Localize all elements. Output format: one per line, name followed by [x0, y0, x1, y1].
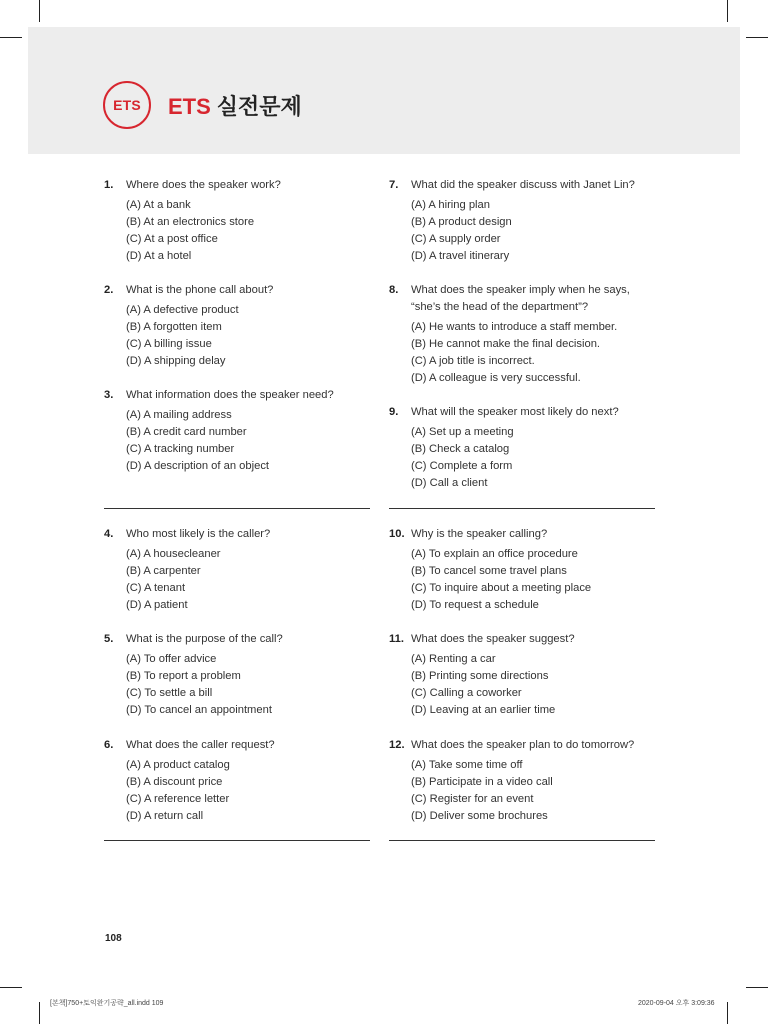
question-number: 11. [389, 633, 404, 645]
section-divider [104, 840, 370, 841]
print-slug-left: [본책]750+토익완기공략_all.indd 109 [50, 1000, 164, 1007]
crop-mark [746, 37, 768, 38]
option-a: (A) A mailing address [126, 409, 232, 421]
question-3 [104, 387, 334, 475]
question-text: Where does the speaker work? [126, 179, 281, 191]
option-b: (B) A forgotten item [126, 321, 222, 333]
option-c: (C) To inquire about a meeting place [411, 582, 592, 594]
question-number: 10. [389, 528, 405, 540]
option-d: (D) Deliver some brochures [411, 810, 548, 822]
crop-mark [39, 1002, 40, 1024]
option-b: (B) Check a catalog [411, 443, 510, 455]
option-a: (A) At a bank [126, 199, 191, 211]
title-brand: ETS [168, 94, 211, 119]
option-c: (C) Calling a coworker [411, 687, 522, 699]
question-1 [104, 177, 281, 265]
option-b: (B) Participate in a video call [411, 776, 553, 788]
option-c: (C) At a post office [126, 233, 218, 245]
logo-text: ETS [113, 97, 141, 113]
option-a: (A) A defective product [126, 304, 239, 316]
question-number: 9. [389, 406, 399, 418]
question-6 [104, 737, 275, 825]
question-number: 12. [389, 739, 405, 751]
option-d: (D) At a hotel [126, 250, 192, 262]
option-c: (C) A billing issue [126, 338, 212, 350]
question-text: What does the speaker suggest? [411, 633, 575, 645]
option-a: (A) Renting a car [411, 653, 496, 665]
option-d: (D) A patient [126, 599, 188, 611]
option-c: (C) Register for an event [411, 793, 534, 805]
question-8 [389, 282, 630, 387]
option-d: (D) Leaving at an earlier time [411, 704, 556, 716]
crop-mark [39, 0, 40, 22]
option-b: (B) A carpenter [126, 565, 201, 577]
question-text: Why is the speaker calling? [411, 528, 548, 540]
question-10 [389, 526, 592, 614]
question-9 [389, 404, 619, 492]
option-a: (A) He wants to introduce a staff member. [411, 321, 618, 333]
option-d: (D) A travel itinerary [411, 250, 510, 262]
question-text: Who most likely is the caller? [126, 528, 271, 540]
option-b: (B) A credit card number [126, 426, 247, 438]
question-text: What does the speaker plan to do tomorrow? [411, 739, 635, 751]
question-text: What is the purpose of the call? [126, 633, 283, 645]
crop-mark [727, 1002, 728, 1024]
option-a: (A) A product catalog [126, 759, 230, 771]
question-text: What does the speaker imply when he says, [411, 284, 630, 296]
print-slug-right: 2020-09-04 오후 3:09:36 [638, 1000, 715, 1007]
option-a: (A) Set up a meeting [411, 426, 514, 438]
option-b: (B) A discount price [126, 776, 223, 788]
question-5 [104, 631, 283, 719]
option-c: (C) To settle a bill [126, 687, 213, 699]
option-b: (B) A product design [411, 216, 512, 228]
option-a: (A) To explain an office procedure [411, 548, 578, 560]
question-number: 8. [389, 284, 399, 296]
option-a: (A) A hiring plan [411, 199, 490, 211]
option-d: (D) A colleague is very successful. [411, 372, 581, 384]
option-d: (D) A shipping delay [126, 355, 226, 367]
ets-logo [103, 81, 151, 129]
option-a: (A) Take some time off [411, 759, 523, 771]
question-12 [389, 737, 635, 825]
option-b: (B) He cannot make the final decision. [411, 338, 601, 350]
question-4 [104, 526, 271, 614]
question-2 [104, 282, 274, 370]
option-b: (B) At an electronics store [126, 216, 255, 228]
section-divider [389, 508, 655, 509]
option-c: (C) A tracking number [126, 443, 235, 455]
question-text: What does the caller request? [126, 739, 275, 751]
option-b: (B) To cancel some travel plans [411, 565, 567, 577]
question-number: 1. [104, 179, 114, 191]
option-d: (D) To request a schedule [411, 599, 539, 611]
page-number: 108 [105, 933, 122, 944]
question-number: 4. [104, 528, 114, 540]
option-c: (C) Complete a form [411, 460, 513, 472]
option-b: (B) To report a problem [126, 670, 241, 682]
question-text: What did the speaker discuss with Janet Lin? [411, 179, 635, 191]
page-title [168, 90, 302, 121]
question-number: 7. [389, 179, 399, 191]
question-number: 2. [104, 284, 114, 296]
section-divider [104, 508, 370, 509]
crop-mark [746, 987, 768, 988]
option-d: (D) Call a client [411, 477, 488, 489]
option-a: (A) To offer advice [126, 653, 217, 665]
option-d: (D) A description of an object [126, 460, 270, 472]
crop-mark [0, 37, 22, 38]
question-text: What will the speaker most likely do next? [411, 406, 619, 418]
question-number: 3. [104, 389, 114, 401]
crop-mark [727, 0, 728, 22]
option-c: (C) A job title is incorrect. [411, 355, 535, 367]
option-d: (D) To cancel an appointment [126, 704, 272, 716]
question-11 [389, 631, 575, 719]
question-text-line-2: “she’s the head of the department”? [411, 301, 589, 313]
question-text: What information does the speaker need? [126, 389, 334, 401]
section-divider [389, 840, 655, 841]
title-rest: 실전문제 [216, 94, 302, 119]
option-b: (B) Printing some directions [411, 670, 549, 682]
question-7 [389, 177, 635, 265]
question-number: 5. [104, 633, 114, 645]
question-number: 6. [104, 739, 114, 751]
crop-mark [0, 987, 22, 988]
option-c: (C) A tenant [126, 582, 186, 594]
option-d: (D) A return call [126, 810, 204, 822]
option-c: (C) A reference letter [126, 793, 230, 805]
option-a: (A) A housecleaner [126, 548, 221, 560]
option-c: (C) A supply order [411, 233, 501, 245]
question-text: What is the phone call about? [126, 284, 274, 296]
